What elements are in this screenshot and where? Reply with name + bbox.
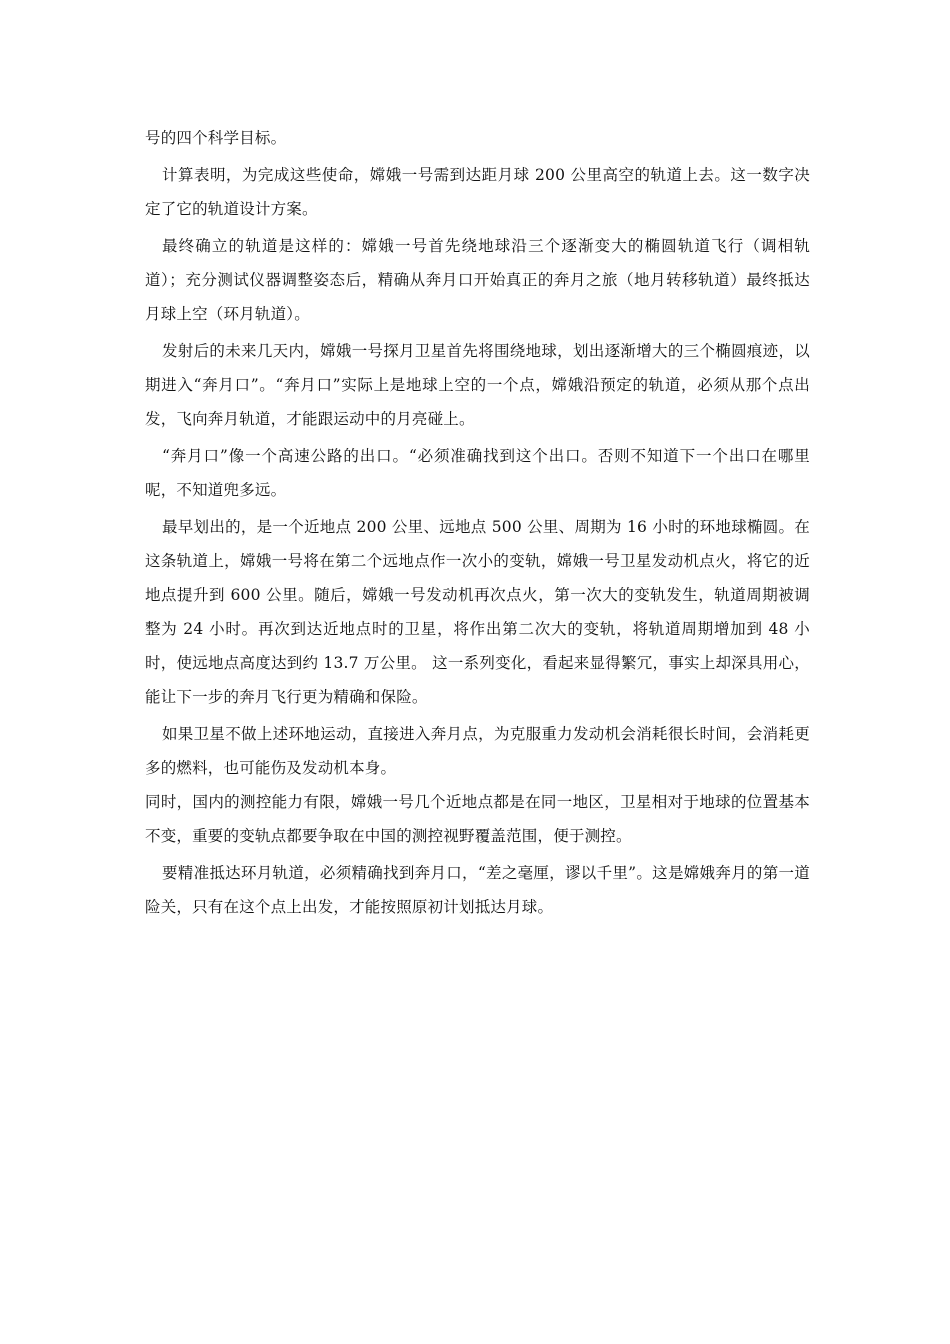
paragraph-tracking: 同时，国内的测控能力有限，嫦娥一号几个近地点都是在同一地区，卫星相对于地球的位置基本不变，重要的变轨点都要争取在中国的测控视野覆盖范围，便于测控。 (145, 793, 810, 845)
paragraph-continuation: 号的四个科学目标。 (145, 129, 287, 147)
document-body (145, 121, 810, 927)
paragraph-fuel: 如果卫星不做上述环地运动，直接进入奔月点，为克服重力发动机会消耗很长时间，会消耗更多的燃料，也可能伤及发动机本身。 (145, 725, 810, 777)
paragraph-first-hurdle: 要精准抵达环月轨道，必须精确找到奔月口，“差之毫厘，谬以千里”。这是嫦娥奔月的第一道险关，只有在这个点上出发，才能按照原初计划抵达月球。 (145, 864, 810, 916)
paragraph-orbit-design: 最终确立的轨道是这样的：嫦娥一号首先绕地球沿三个逐渐变大的椭圆轨道飞行（调相轨道）；充分测试仪器调整姿态后，精确从奔月口开始真正的奔月之旅（地月转移轨道）最终抵达月球上空（环月轨道）。 (145, 237, 810, 323)
paragraph-post-launch: 发射后的未来几天内，嫦娥一号探月卫星首先将围绕地球，划出逐渐增大的三个椭圆痕迹，以期进入“奔月口”。“奔月口”实际上是地球上空的一个点，嫦娥沿预定的轨道，必须从那个点出发，飞向奔月轨道，才能跟运动中的月亮碰上。 (145, 342, 810, 428)
paragraph-orbit-changes: 最早划出的，是一个近地点 200 公里、远地点 500 公里、周期为 16 小时的环地球椭圆。在这条轨道上，嫦娥一号将在第二个远地点作一次小的变轨，嫦娥一号卫星发动机点火，将它的近地点提升到 600 公里。随后，嫦娥一号发动机再次点火，第一次大的变轨发生，轨道周期被调整为 24 小时。再次到达近地点时的卫星，将作出第二次大的变轨，将轨道周期增加到 48 小时，使远地点高度达到约 13.7 万公里。 这一系列变化，看起来显得繁冗，事实上却深具用心，能让下一步的奔月飞行更为精确和保险。 (145, 518, 810, 706)
paragraph-highway-exit: “奔月口”像一个高速公路的出口。“必须准确找到这个出口。否则不知道下一个出口在哪里呢，不知道兜多远。 (145, 447, 810, 499)
paragraph-calculation: 计算表明，为完成这些使命，嫦娥一号需到达距月球 200 公里高空的轨道上去。这一数字决定了它的轨道设计方案。 (145, 166, 810, 218)
